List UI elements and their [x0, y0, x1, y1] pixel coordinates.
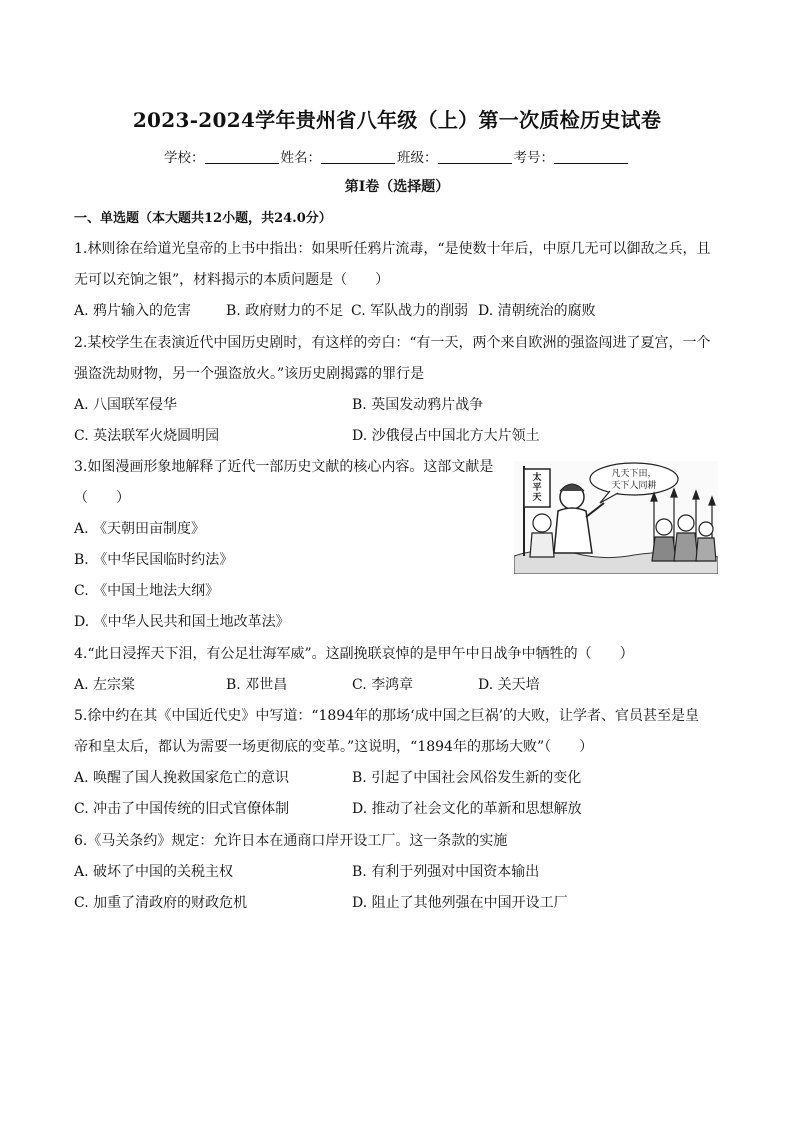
- q5-stem-line-1: 5.徐中约在其《中国近代史》中写道：“1894年的那场‘成中国之巨祸’的大败，让学者、官员甚至是皇: [74, 708, 700, 724]
- q1-option-b[interactable]: B. 政府财力的不足: [226, 303, 344, 319]
- school-label: 学校：: [164, 150, 205, 166]
- q6-option-b[interactable]: B. 有利于列强对中国资本输出: [352, 864, 540, 880]
- q2-stem-line-2: 强盗洗劫财物，另一个强盗放火。”该历史剧揭露的罪行是: [74, 366, 425, 382]
- q3-stem-line-2: （ ）: [74, 490, 130, 506]
- q2-option-d[interactable]: D. 沙俄侵占中国北方大片领土: [352, 428, 540, 444]
- bubble-text-line-2: 天下人同耕: [611, 481, 657, 491]
- q5-option-a[interactable]: A. 唤醒了国人挽救国家危亡的意识: [74, 770, 290, 786]
- q6-stem-line-1: 6.《马关条约》规定：允许日本在通商口岸开设工厂。这一条款的实施: [74, 833, 508, 849]
- q5-option-c[interactable]: C. 冲击了中国传统的旧式官僚体制: [74, 801, 290, 817]
- q4-option-c[interactable]: C. 李鸿章: [352, 677, 414, 693]
- q4-option-b[interactable]: B. 邓世昌: [226, 677, 288, 693]
- banner-char-2: 平: [532, 483, 542, 493]
- volume-heading: 第I卷（选择题）: [344, 179, 450, 195]
- number-blank[interactable]: [554, 149, 628, 164]
- banner-char-1: 太: [532, 473, 542, 483]
- q6-option-a[interactable]: A. 破坏了中国的关税主权: [74, 864, 234, 880]
- q4-stem-line-1: 4.“此日浸挥天下泪，有公足壮海军威”。这副挽联哀悼的是甲午中日战争中牺牲的（ ）: [74, 646, 634, 662]
- banner-char-3: 天: [532, 493, 542, 503]
- q3-option-d[interactable]: D. 《中华人民共和国土地改革法》: [74, 614, 290, 630]
- q5-option-d[interactable]: D. 推动了社会文化的革新和思想解放: [352, 801, 582, 817]
- part-heading: 一、单选题（本大题共12小题，共24.0分）: [74, 211, 332, 226]
- q2-option-a[interactable]: A. 八国联军侵华: [74, 397, 178, 413]
- student-info-line: [0, 146, 794, 166]
- q1-stem-line-1: 1.林则徐在给道光皇帝的上书中指出：如果听任鸦片流毒，“是使数十年后，中原几无可以御敌之兵，且: [74, 241, 711, 257]
- q2-option-b[interactable]: B. 英国发动鸦片战争: [352, 397, 484, 413]
- q5-stem-line-2: 帝和皇太后，都认为需要一场更彻底的变革。”这说明，“1894年的那场大败”（ ）: [74, 739, 594, 755]
- q4-option-a[interactable]: A. 左宗棠: [74, 677, 136, 693]
- q1-option-d[interactable]: D. 清朝统治的腐败: [478, 303, 596, 319]
- q3-option-a[interactable]: A. 《天朝田亩制度》: [74, 521, 206, 537]
- q3-stem-line-1: 3.如图漫画形象地解释了近代一部历史文献的核心内容。这部文献是: [74, 459, 494, 475]
- q1-option-a[interactable]: A. 鸦片输入的危害: [74, 303, 192, 319]
- bubble-text-line-1: 凡天下田，: [611, 469, 657, 479]
- name-blank[interactable]: [321, 149, 395, 164]
- taiping-cartoon-image: [514, 461, 718, 574]
- exam-title: 2023-2024学年贵州省八年级（上）第一次质检历史试卷: [132, 108, 662, 132]
- q2-option-c[interactable]: C. 英法联军火烧圆明园: [74, 428, 220, 444]
- q4-option-d[interactable]: D. 关天培: [478, 677, 540, 693]
- q1-stem-line-2: 无可以充饷之银”，材料揭示的本质问题是（ ）: [74, 272, 390, 288]
- q5-option-b[interactable]: B. 引起了中国社会风俗发生新的变化: [352, 770, 582, 786]
- q2-stem-line-1: 2.某校学生在表演近代中国历史剧时，有这样的旁白：“有一天，两个来自欧洲的强盗闯进了夏宫，一个: [74, 335, 711, 351]
- number-label: 考号：: [513, 150, 554, 166]
- class-label: 班级：: [397, 150, 438, 166]
- q3-option-b[interactable]: B. 《中华民国临时约法》: [74, 552, 234, 568]
- q3-option-c[interactable]: C. 《中国土地法大纲》: [74, 583, 220, 599]
- q6-option-d[interactable]: D. 阻止了其他列强在中国开设工厂: [352, 895, 568, 911]
- school-blank[interactable]: [205, 149, 279, 164]
- q6-option-c[interactable]: C. 加重了清政府的财政危机: [74, 895, 248, 911]
- name-label: 姓名：: [280, 150, 321, 166]
- q1-option-c[interactable]: C. 军队战力的削弱: [351, 303, 469, 319]
- class-blank[interactable]: [438, 149, 512, 164]
